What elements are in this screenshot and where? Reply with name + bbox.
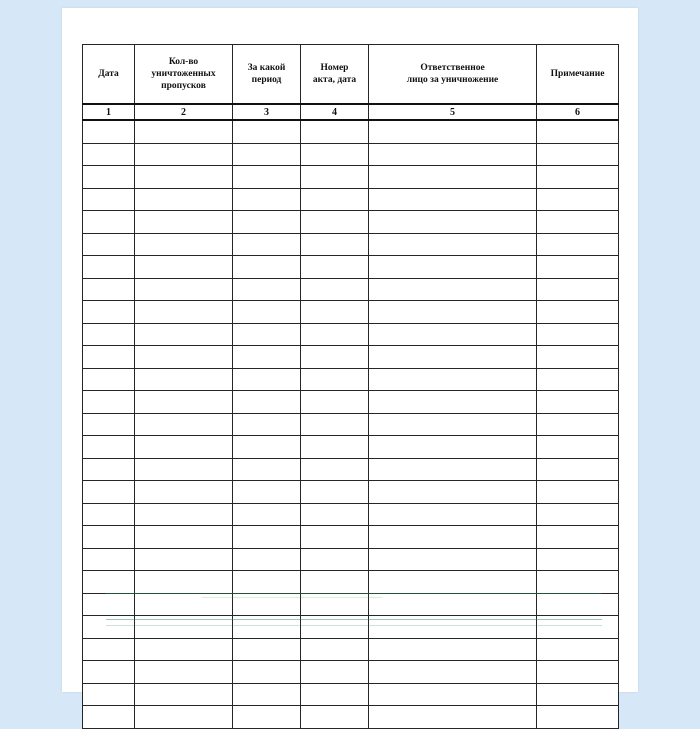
cell-count[interactable]: [135, 593, 233, 616]
cell-act[interactable]: [301, 143, 369, 166]
column-number-4: 4: [301, 104, 369, 120]
cell-note[interactable]: [537, 683, 619, 706]
cell-date[interactable]: [83, 481, 135, 504]
cell-note[interactable]: [537, 301, 619, 324]
cell-act[interactable]: [301, 661, 369, 684]
cell-count[interactable]: [135, 413, 233, 436]
cell-responsible[interactable]: [369, 683, 537, 706]
table-row[interactable]: [83, 458, 619, 481]
cell-date[interactable]: [83, 143, 135, 166]
table-row[interactable]: [83, 638, 619, 661]
cell-note[interactable]: [537, 346, 619, 369]
cell-act[interactable]: [301, 233, 369, 256]
cell-act[interactable]: [301, 211, 369, 234]
cell-responsible[interactable]: [369, 706, 537, 729]
cell-count[interactable]: [135, 391, 233, 414]
cell-responsible[interactable]: [369, 166, 537, 189]
cell-act[interactable]: [301, 413, 369, 436]
cell-count[interactable]: [135, 368, 233, 391]
cell-note[interactable]: [537, 188, 619, 211]
cell-date[interactable]: [83, 436, 135, 459]
cell-count[interactable]: [135, 323, 233, 346]
column-number-3: 3: [233, 104, 301, 120]
table-row[interactable]: [83, 256, 619, 279]
cell-period[interactable]: [233, 211, 301, 234]
cell-count[interactable]: [135, 526, 233, 549]
cell-responsible[interactable]: [369, 526, 537, 549]
cell-responsible[interactable]: [369, 120, 537, 143]
cell-period[interactable]: [233, 368, 301, 391]
cell-responsible[interactable]: [369, 436, 537, 459]
cell-responsible[interactable]: [369, 593, 537, 616]
cell-act[interactable]: [301, 458, 369, 481]
cell-note[interactable]: [537, 706, 619, 729]
column-header-act: Номер акта, дата: [301, 45, 369, 105]
cell-note[interactable]: [537, 638, 619, 661]
cell-date[interactable]: [83, 278, 135, 301]
cell-period[interactable]: [233, 616, 301, 639]
cell-date[interactable]: [83, 616, 135, 639]
cell-date[interactable]: [83, 571, 135, 594]
cell-note[interactable]: [537, 278, 619, 301]
cell-count[interactable]: [135, 188, 233, 211]
cell-note[interactable]: [537, 233, 619, 256]
cell-responsible[interactable]: [369, 256, 537, 279]
journal-sheet: [82, 44, 618, 729]
column-number-5: 5: [369, 104, 537, 120]
cell-responsible[interactable]: [369, 278, 537, 301]
cell-responsible[interactable]: [369, 323, 537, 346]
table-row[interactable]: [83, 548, 619, 571]
cell-period[interactable]: [233, 526, 301, 549]
cell-date[interactable]: [83, 706, 135, 729]
cell-count[interactable]: [135, 571, 233, 594]
cell-responsible[interactable]: [369, 638, 537, 661]
table-row[interactable]: [83, 233, 619, 256]
cell-note[interactable]: [537, 503, 619, 526]
cell-act[interactable]: [301, 368, 369, 391]
table-row[interactable]: [83, 346, 619, 369]
table-row[interactable]: [83, 503, 619, 526]
cell-responsible[interactable]: [369, 481, 537, 504]
cell-count[interactable]: [135, 503, 233, 526]
cell-note[interactable]: [537, 661, 619, 684]
cell-period[interactable]: [233, 593, 301, 616]
table-row[interactable]: [83, 120, 619, 143]
cell-responsible[interactable]: [369, 458, 537, 481]
table-row[interactable]: [83, 526, 619, 549]
table-row[interactable]: [83, 413, 619, 436]
table-row[interactable]: [83, 661, 619, 684]
table-row[interactable]: [83, 706, 619, 729]
table-row[interactable]: [83, 616, 619, 639]
cell-count[interactable]: [135, 211, 233, 234]
cell-act[interactable]: [301, 481, 369, 504]
cell-responsible[interactable]: [369, 548, 537, 571]
cell-act[interactable]: [301, 391, 369, 414]
cell-responsible[interactable]: [369, 616, 537, 639]
cell-period[interactable]: [233, 503, 301, 526]
cell-count[interactable]: [135, 683, 233, 706]
cell-period[interactable]: [233, 278, 301, 301]
cell-period[interactable]: [233, 413, 301, 436]
column-header-responsible: Ответственное лицо за уничножение: [369, 45, 537, 105]
cell-act[interactable]: [301, 548, 369, 571]
cell-period[interactable]: [233, 301, 301, 324]
cell-act[interactable]: [301, 526, 369, 549]
journal-table: [82, 44, 619, 729]
cell-period[interactable]: [233, 481, 301, 504]
cell-responsible[interactable]: [369, 571, 537, 594]
cell-act[interactable]: [301, 593, 369, 616]
column-header-period: За какой период: [233, 45, 301, 105]
cell-note[interactable]: [537, 571, 619, 594]
cell-act[interactable]: [301, 436, 369, 459]
cell-act[interactable]: [301, 346, 369, 369]
cell-period[interactable]: [233, 571, 301, 594]
cell-date[interactable]: [83, 301, 135, 324]
cell-act[interactable]: [301, 301, 369, 324]
cell-count[interactable]: [135, 436, 233, 459]
cell-date[interactable]: [83, 188, 135, 211]
cell-period[interactable]: [233, 706, 301, 729]
cell-count[interactable]: [135, 616, 233, 639]
column-number-2: 2: [135, 104, 233, 120]
cell-date[interactable]: [83, 323, 135, 346]
cell-count[interactable]: [135, 143, 233, 166]
cell-note[interactable]: [537, 211, 619, 234]
cell-count[interactable]: [135, 548, 233, 571]
cell-period[interactable]: [233, 166, 301, 189]
cell-note[interactable]: [537, 166, 619, 189]
cell-period[interactable]: [233, 188, 301, 211]
cell-responsible[interactable]: [369, 143, 537, 166]
cell-date[interactable]: [83, 661, 135, 684]
table-row[interactable]: [83, 436, 619, 459]
cell-responsible[interactable]: [369, 391, 537, 414]
cell-date[interactable]: [83, 256, 135, 279]
cell-date[interactable]: [83, 211, 135, 234]
cell-count[interactable]: [135, 481, 233, 504]
cell-count[interactable]: [135, 661, 233, 684]
cell-period[interactable]: [233, 436, 301, 459]
cell-responsible[interactable]: [369, 233, 537, 256]
cell-period[interactable]: [233, 391, 301, 414]
cell-date[interactable]: [83, 458, 135, 481]
cell-responsible[interactable]: [369, 188, 537, 211]
cell-note[interactable]: [537, 323, 619, 346]
cell-count[interactable]: [135, 278, 233, 301]
table-row[interactable]: [83, 188, 619, 211]
cell-note[interactable]: [537, 436, 619, 459]
document-page: [62, 8, 638, 692]
table-row[interactable]: [83, 391, 619, 414]
cell-date[interactable]: [83, 593, 135, 616]
table-row[interactable]: [83, 683, 619, 706]
cell-responsible[interactable]: [369, 346, 537, 369]
cell-act[interactable]: [301, 638, 369, 661]
cell-note[interactable]: [537, 593, 619, 616]
table-row[interactable]: [83, 481, 619, 504]
cell-responsible[interactable]: [369, 413, 537, 436]
cell-count[interactable]: [135, 256, 233, 279]
cell-responsible[interactable]: [369, 503, 537, 526]
cell-count[interactable]: [135, 706, 233, 729]
cell-period[interactable]: [233, 661, 301, 684]
cell-date[interactable]: [83, 683, 135, 706]
column-number-1: 1: [83, 104, 135, 120]
cell-act[interactable]: [301, 683, 369, 706]
cell-date[interactable]: [83, 638, 135, 661]
cell-act[interactable]: [301, 706, 369, 729]
table-row[interactable]: [83, 593, 619, 616]
cell-note[interactable]: [537, 368, 619, 391]
cell-note[interactable]: [537, 143, 619, 166]
table-row[interactable]: [83, 323, 619, 346]
cell-date[interactable]: [83, 503, 135, 526]
table-row[interactable]: [83, 368, 619, 391]
cell-note[interactable]: [537, 526, 619, 549]
table-body: [83, 120, 619, 728]
cell-date[interactable]: [83, 346, 135, 369]
cell-note[interactable]: [537, 256, 619, 279]
cell-responsible[interactable]: [369, 368, 537, 391]
cell-count[interactable]: [135, 233, 233, 256]
cell-count[interactable]: [135, 458, 233, 481]
cell-note[interactable]: [537, 616, 619, 639]
table-row[interactable]: [83, 278, 619, 301]
column-number-6: 6: [537, 104, 619, 120]
column-header-date: Дата: [83, 45, 135, 105]
cell-period[interactable]: [233, 120, 301, 143]
cell-count[interactable]: [135, 638, 233, 661]
cell-act[interactable]: [301, 323, 369, 346]
cell-act[interactable]: [301, 166, 369, 189]
table-row[interactable]: [83, 143, 619, 166]
cell-period[interactable]: [233, 233, 301, 256]
cell-note[interactable]: [537, 120, 619, 143]
cell-date[interactable]: [83, 413, 135, 436]
cell-period[interactable]: [233, 256, 301, 279]
cell-date[interactable]: [83, 526, 135, 549]
cell-date[interactable]: [83, 391, 135, 414]
column-header-note: Примечание: [537, 45, 619, 105]
cell-period[interactable]: [233, 548, 301, 571]
table-row[interactable]: [83, 301, 619, 324]
cell-count[interactable]: [135, 346, 233, 369]
cell-note[interactable]: [537, 413, 619, 436]
cell-date[interactable]: [83, 120, 135, 143]
cell-responsible[interactable]: [369, 211, 537, 234]
table-row[interactable]: [83, 211, 619, 234]
table-header: [83, 45, 619, 121]
cell-act[interactable]: [301, 503, 369, 526]
cell-act[interactable]: [301, 616, 369, 639]
cell-act[interactable]: [301, 120, 369, 143]
cell-responsible[interactable]: [369, 301, 537, 324]
cell-date[interactable]: [83, 368, 135, 391]
cell-date[interactable]: [83, 166, 135, 189]
cell-note[interactable]: [537, 481, 619, 504]
cell-period[interactable]: [233, 638, 301, 661]
cell-period[interactable]: [233, 143, 301, 166]
cell-count[interactable]: [135, 120, 233, 143]
cell-act[interactable]: [301, 256, 369, 279]
cell-period[interactable]: [233, 346, 301, 369]
cell-act[interactable]: [301, 278, 369, 301]
header-row: [83, 45, 619, 105]
cell-period[interactable]: [233, 458, 301, 481]
cell-count[interactable]: [135, 301, 233, 324]
column-number-row: [83, 104, 619, 120]
cell-date[interactable]: [83, 233, 135, 256]
column-header-count: Кол-во уничтоженных пропусков: [135, 45, 233, 105]
cell-note[interactable]: [537, 458, 619, 481]
cell-act[interactable]: [301, 571, 369, 594]
cell-note[interactable]: [537, 548, 619, 571]
cell-count[interactable]: [135, 166, 233, 189]
table-row[interactable]: [83, 571, 619, 594]
table-row[interactable]: [83, 166, 619, 189]
cell-date[interactable]: [83, 548, 135, 571]
cell-act[interactable]: [301, 188, 369, 211]
cell-period[interactable]: [233, 323, 301, 346]
cell-period[interactable]: [233, 683, 301, 706]
cell-note[interactable]: [537, 391, 619, 414]
cell-responsible[interactable]: [369, 661, 537, 684]
